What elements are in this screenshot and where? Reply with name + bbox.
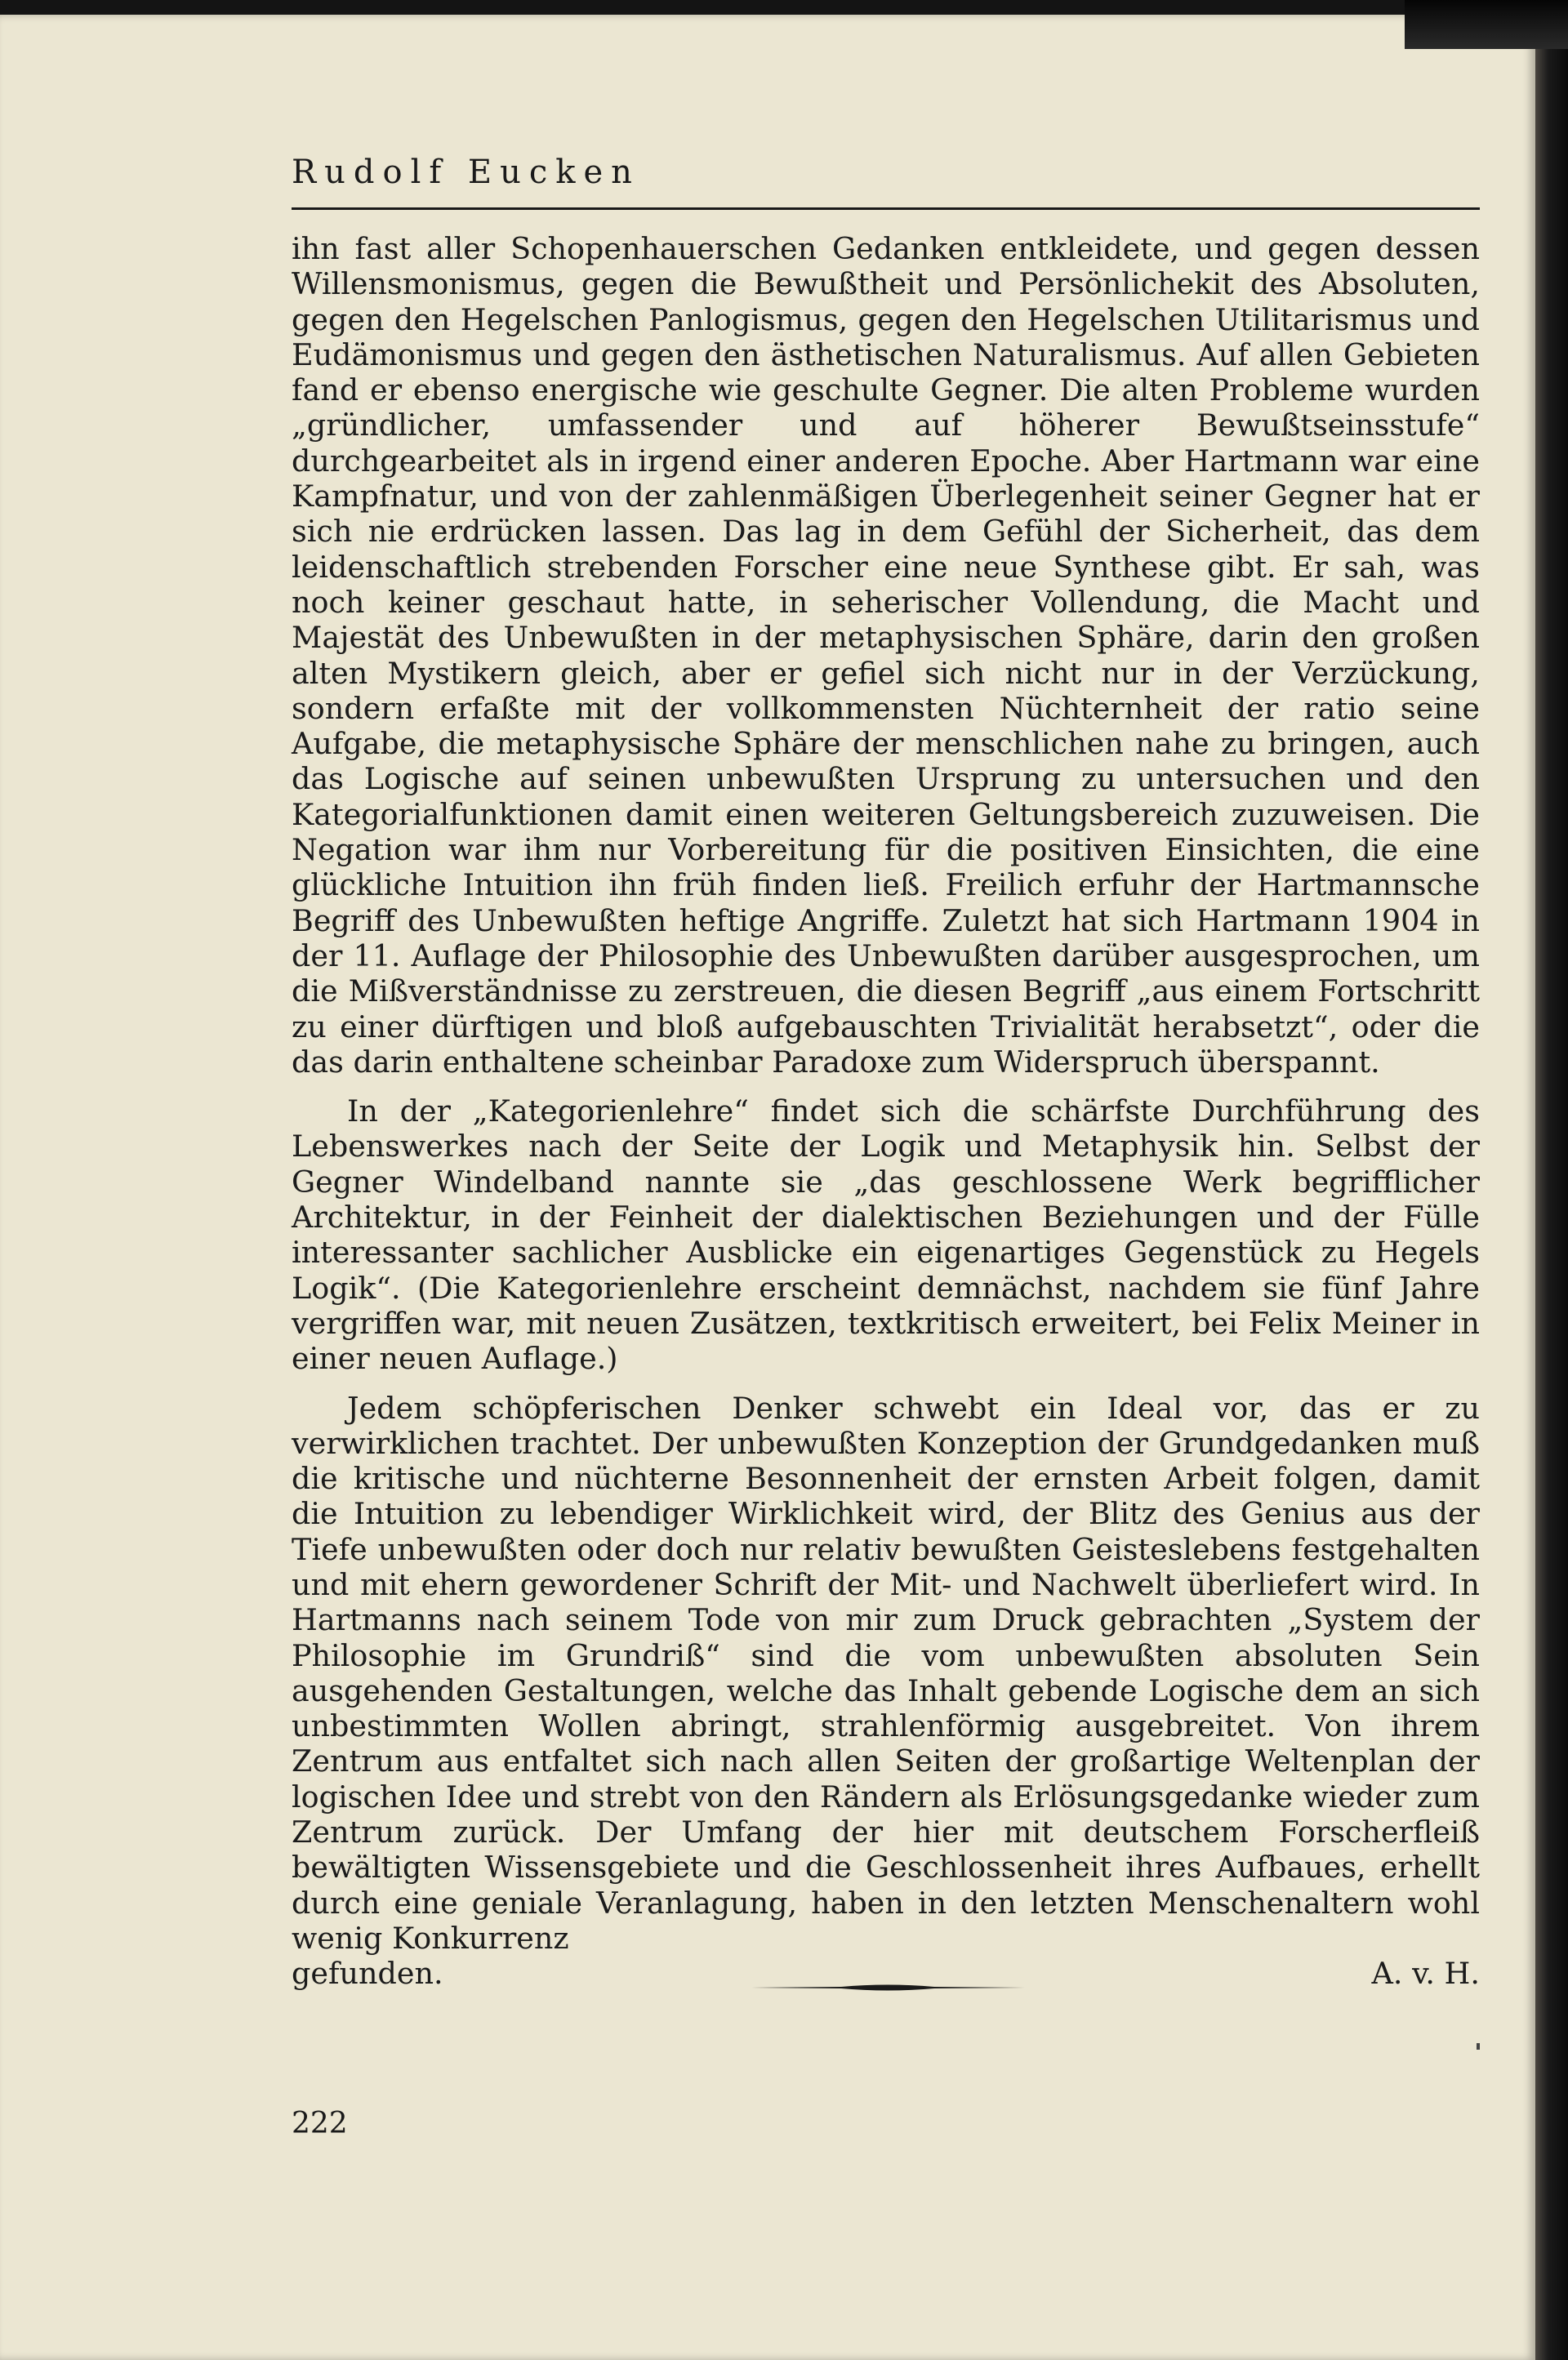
ornament-rule <box>751 1983 1025 1993</box>
running-header: Rudolf Eucken <box>292 154 640 191</box>
paragraph-2: In der „Kategorienlehre“ findet sich die schärfste Durchführung des Lebenswerkes nach der Seite der Logik und Metaphysik hin. Selbst der Gegner Windelband nannte sie „das geschlossene Werk begrifflicher Architektur, in der Feinheit der dialektischen Beziehungen und der Fülle interessanter sachlicher Ausblicke ein eigenartiges Gegenstück zu Hegels Logik“. (Die Kategorienlehre erscheint demnächst, nachdem sie fünf Jahre vergriffen war, mit neuen Zusätzen, textkritisch erweitert, bei Felix Meiner in einer neuen Auflage.) <box>292 1093 1480 1377</box>
book-page <box>0 15 1535 2360</box>
author-signature: A. v. H. <box>1371 1956 1480 1992</box>
scanner-corner <box>1405 0 1568 49</box>
print-speck <box>1477 2043 1480 2050</box>
paragraph-3: Jedem schöpferischen Denker schwebt ein Ideal vor, das er zu verwirklichen trachtet. Der unbewußten Konzeption der Grundgedanken muß die kritische und nüchterne Besonnenheit der ernsten Arbeit folgen, damit die Intuition zu lebendiger Wirklichkeit wird, der Blitz des Genius aus der Tiefe unbewußten oder doch nur relativ bewußten Geisteslebens festgehalten und mit ehern gewordener Schrift der Mit- und Nachwelt überliefert wird. In Hartmanns nach seinem Tode von mir zum Druck gebrachten „System der Philosophie im Grundriß“ sind die vom unbewußten absoluten Sein ausgehenden Gestaltungen, welche das Inhalt gebende Logische dem an sich unbestimmten Wollen abringt, strahlenförmig ausgebreitet. Von ihrem Zentrum aus entfaltet sich nach allen Seiten der großartige Weltenplan der logischen Idee und strebt von den Rändern als Erlösungsgedanke wieder zum Zentrum zurück. Der Umfang der hier mit deutschem Forscherfleiß bewältigten Wissensgebiete und die Geschlossenheit ihres Aufbaues, erhellt durch eine geniale Veranlagung, haben in den letzten Menschenaltern wohl wenig Konkurrenz <box>292 1390 1480 1956</box>
page-edge-shadow <box>1535 0 1568 2360</box>
body-text <box>292 231 1480 1992</box>
paragraph-3-last-word: gefunden. <box>292 1956 443 1992</box>
header-rule <box>292 207 1480 210</box>
page-number: 222 <box>292 2107 348 2140</box>
paragraph-1: ihn fast aller Schopenhauerschen Gedanken entkleidete, und gegen dessen Willensmonismus, gegen die Bewußtheit und Persönlichekit des Absoluten, gegen den Hegelschen Panlogismus, gegen den Hegelschen Utilitarismus und Eudämonismus und gegen den ästhetischen Naturalismus. Auf allen Gebieten fand er ebenso energische wie geschulte Gegner. Die alten Probleme wurden „gründlicher, umfassender und auf höherer Bewußtseinsstufe“ durchgearbeitet als in irgend einer anderen Epoche. Aber Hartmann war eine Kampfnatur, und von der zahlenmäßigen Überlegenheit seiner Gegner hat er sich nie erdrücken lassen. Das lag in dem Gefühl der Sicherheit, das dem leidenschaftlich strebenden Forscher eine neue Synthese gibt. Er sah, was noch keiner geschaut hatte, in seherischer Vollendung, die Macht und Majestät des Unbewußten in der metaphysischen Sphäre, darin den großen alten Mystikern gleich, aber er gefiel sich nicht nur in der Verzückung, sondern erfaßte mit der vollkommensten Nüchternheit der ratio seine Aufgabe, die metaphysische Sphäre der menschlichen nahe zu bringen, auch das Logische auf seinen unbewußten Ursprung zu untersuchen und den Kategorialfunktionen damit einen weiteren Geltungsbereich zuzuweisen. Die Negation war ihm nur Vorbereitung für die positiven Einsichten, die eine glückliche Intuition ihn früh finden ließ. Freilich erfuhr der Hartmannsche Begriff des Unbewußten heftige Angriffe. Zuletzt hat sich Hartmann 1904 in der 11. Auflage der Philosophie des Unbewußten darüber ausgesprochen, um die Mißverständnisse zu zerstreuen, die diesen Begriff „aus einem Fortschritt zu einer dürftigen und bloß aufgebauschten Trivialität herabsetzt“, oder die das darin enthaltene scheinbar Paradoxe zum Widerspruch überspannt. <box>292 231 1480 1080</box>
